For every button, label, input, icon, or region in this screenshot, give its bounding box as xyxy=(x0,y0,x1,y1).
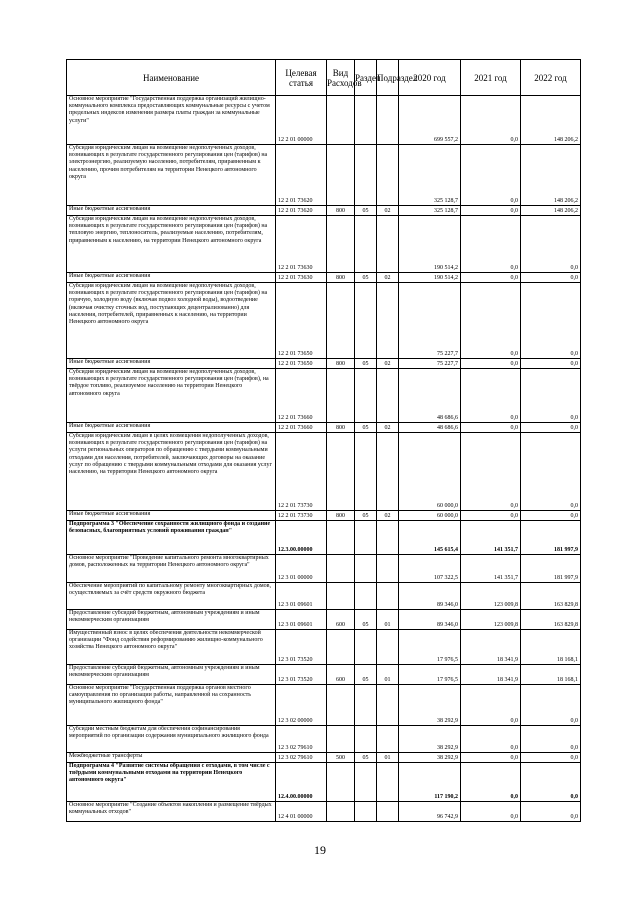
row-value-2021: 0,0 xyxy=(461,283,521,359)
table-row xyxy=(67,610,581,630)
row-value-2020: 145 615,4 xyxy=(399,521,461,555)
row-value-2021: 18 341,9 xyxy=(461,630,521,665)
row-expense-type: 500 xyxy=(327,753,355,763)
row-subsection: 02 xyxy=(377,423,399,433)
row-target-article: 12 2 01 73650 xyxy=(276,359,327,369)
row-value-2021: 0,0 xyxy=(461,145,521,206)
row-value-2021: 18 341,9 xyxy=(461,665,521,685)
header-expense-type: Вид Расходов xyxy=(327,60,355,96)
row-target-article: 12 3 01 00000 xyxy=(276,555,327,583)
row-value-2021: 0,0 xyxy=(461,753,521,763)
row-value-2020: 38 292,9 xyxy=(399,685,461,726)
row-subsection xyxy=(377,145,399,206)
row-value-2021: 0,0 xyxy=(461,216,521,273)
row-target-article: 12 3 02 79610 xyxy=(276,726,327,753)
row-expense-type xyxy=(327,145,355,206)
row-expense-type: 800 xyxy=(327,273,355,283)
row-value-2020: 699 557,2 xyxy=(399,96,461,145)
row-value-2020: 48 686,6 xyxy=(399,369,461,423)
table-row xyxy=(67,359,581,369)
header-section: Раздел xyxy=(355,60,377,96)
row-section: 05 xyxy=(355,273,377,283)
row-name: Иные бюджетные ассигнования xyxy=(67,206,276,216)
header-year-2022: 2022 год xyxy=(521,60,581,96)
row-expense-type xyxy=(327,630,355,665)
row-subsection: 02 xyxy=(377,511,399,521)
row-value-2021: 123 009,8 xyxy=(461,583,521,610)
header-name: Наименование xyxy=(67,60,276,96)
row-subsection xyxy=(377,369,399,423)
row-target-article: 12 3 02 79610 xyxy=(276,753,327,763)
row-subsection: 01 xyxy=(377,753,399,763)
row-subsection: 01 xyxy=(377,665,399,685)
row-value-2022: 0,0 xyxy=(521,511,581,521)
row-name: Обеспечение мероприятий по капитальному ремонту многоквартирных домов, осуществляемых за счёт средств окружного бюджета xyxy=(67,583,276,610)
row-section xyxy=(355,369,377,423)
row-value-2020: 190 514,2 xyxy=(399,273,461,283)
row-section xyxy=(355,433,377,511)
row-value-2020: 96 742,9 xyxy=(399,802,461,822)
row-value-2021: 141 351,7 xyxy=(461,555,521,583)
row-name: Иные бюджетные ассигнования xyxy=(67,273,276,283)
row-value-2020: 38 292,9 xyxy=(399,753,461,763)
row-value-2022: 148 206,2 xyxy=(521,206,581,216)
row-expense-type: 800 xyxy=(327,206,355,216)
row-value-2022: 0,0 xyxy=(521,283,581,359)
row-expense-type xyxy=(327,216,355,273)
row-value-2021: 0,0 xyxy=(461,726,521,753)
row-section: 05 xyxy=(355,753,377,763)
row-subsection xyxy=(377,802,399,822)
row-value-2022: 0,0 xyxy=(521,763,581,802)
row-expense-type xyxy=(327,726,355,753)
table-row xyxy=(67,145,581,206)
table-row xyxy=(67,583,581,610)
row-section xyxy=(355,555,377,583)
row-section xyxy=(355,802,377,822)
header-subsection: Подраздел xyxy=(377,60,399,96)
row-name: Субсидия юридическим лицам на возмещение недополученных доходов, возникающих в результате государственного регулирования цен (тарифов) на горячую, холодную воду (включая подвоз холодной воды), водоотведение (включая очистку сточных вод, поступающих децентрализованно) для населения, потребителей, приравненных к населению, на территории Ненецкого автономного округа xyxy=(67,283,276,359)
row-name: Основное мероприятие "Проведение капитального ремонта многоквартирных домов, расположенных на территории Ненецкого автономного округа" xyxy=(67,555,276,583)
row-section: 05 xyxy=(355,665,377,685)
table-row xyxy=(67,555,581,583)
row-target-article: 12 2 01 73630 xyxy=(276,216,327,273)
row-section: 05 xyxy=(355,206,377,216)
row-target-article: 12 3 01 73520 xyxy=(276,665,327,685)
row-name: Субсидия юридическим лицам на возмещение недополученных доходов, возникающих в результате государственного регулирования цен (тарифов) на тепловую энергию, теплоноситель, реализуемые населению, потребителям, приравненным к населению, на территории Ненецкого автономного округа xyxy=(67,216,276,273)
row-value-2022: 0,0 xyxy=(521,433,581,511)
row-subsection: 02 xyxy=(377,359,399,369)
row-value-2022: 0,0 xyxy=(521,216,581,273)
row-section xyxy=(355,145,377,206)
row-value-2021: 0,0 xyxy=(461,273,521,283)
row-expense-type xyxy=(327,583,355,610)
row-value-2020: 190 514,2 xyxy=(399,216,461,273)
row-name: Субсидия юридическим лицам на возмещение недополученных доходов, возникающих в результате государственного регулирования цен (тарифов) на электроэнергию, реализуемую населению, потребителям, приравненным к населению, прочим потребителям на территории Ненецкого автономного округа xyxy=(67,145,276,206)
row-name: Имущественный взнос в целях обеспечения деятельности некоммерческой организации "Фонд содействия реформированию жилищно-коммунального хозяйства Ненецкого автономного округа" xyxy=(67,630,276,665)
row-name: Предоставление субсидий бюджетным, автономным учреждениям и иным некоммерческим организациям xyxy=(67,665,276,685)
row-expense-type xyxy=(327,555,355,583)
row-expense-type xyxy=(327,763,355,802)
row-value-2020: 17 976,5 xyxy=(399,630,461,665)
row-target-article: 12 2 01 73630 xyxy=(276,273,327,283)
row-expense-type xyxy=(327,685,355,726)
row-subsection xyxy=(377,726,399,753)
row-subsection xyxy=(377,583,399,610)
table-row xyxy=(67,521,581,555)
row-value-2020: 325 128,7 xyxy=(399,206,461,216)
row-name: Межбюджетные трансферты xyxy=(67,753,276,763)
header-target-article: Целевая статья xyxy=(276,60,327,96)
row-name: Иные бюджетные ассигнования xyxy=(67,511,276,521)
table-row xyxy=(67,665,581,685)
row-section: 05 xyxy=(355,511,377,521)
row-subsection: 02 xyxy=(377,206,399,216)
row-expense-type: 600 xyxy=(327,610,355,630)
row-target-article: 12 2 01 73620 xyxy=(276,206,327,216)
table-body xyxy=(67,96,581,822)
row-value-2022: 163 829,8 xyxy=(521,583,581,610)
row-target-article: 12 2 01 00000 xyxy=(276,96,327,145)
row-value-2022: 148 206,2 xyxy=(521,145,581,206)
row-name: Подпрограмма 4 "Развитие системы обращения с отходами, в том числе с твёрдыми коммунальными отходами на территории Ненецкого автономного округа" xyxy=(67,763,276,802)
row-value-2021: 0,0 xyxy=(461,96,521,145)
row-value-2021: 0,0 xyxy=(461,423,521,433)
row-name: Иные бюджетные ассигнования xyxy=(67,423,276,433)
row-value-2020: 89 346,0 xyxy=(399,583,461,610)
row-value-2021: 123 009,8 xyxy=(461,610,521,630)
row-subsection xyxy=(377,630,399,665)
row-name: Основное мероприятие "Государственная поддержка организаций жилищно-коммунального комплекса предоставляющих коммунальные ресурсы с учетом предельных индексов изменения размера платы граждан за коммунальные услуги" xyxy=(67,96,276,145)
row-value-2022: 0,0 xyxy=(521,423,581,433)
row-name: Субсидии местным бюджетам для обеспечения софинансирования мероприятий по организации содержания муниципального жилищного фонда xyxy=(67,726,276,753)
row-expense-type xyxy=(327,369,355,423)
row-section xyxy=(355,216,377,273)
table-row xyxy=(67,630,581,665)
row-value-2022: 163 829,8 xyxy=(521,610,581,630)
table-row xyxy=(67,685,581,726)
row-name: Основное мероприятие "Государственная поддержка органов местного самоуправления по организации работы, направленной на сохранность муниципального жилищного фонда" xyxy=(67,685,276,726)
page-number: 19 xyxy=(314,843,326,857)
row-value-2021: 0,0 xyxy=(461,206,521,216)
row-expense-type xyxy=(327,96,355,145)
table-row xyxy=(67,206,581,216)
row-expense-type xyxy=(327,283,355,359)
row-expense-type: 800 xyxy=(327,359,355,369)
row-subsection xyxy=(377,521,399,555)
row-name: Предоставление субсидий бюджетным, автономным учреждениям и иным некоммерческим организациям xyxy=(67,610,276,630)
row-name: Субсидия юридическим лицам на возмещение недополученных доходов, возникающих в результате государственного регулирования цен (тарифов), на твёрдое топливо, реализуемое населению на территории Ненецкого автономного округа xyxy=(67,369,276,423)
row-value-2020: 60 000,0 xyxy=(399,433,461,511)
row-subsection xyxy=(377,283,399,359)
row-target-article: 12 3 01 73520 xyxy=(276,630,327,665)
row-name: Иные бюджетные ассигнования xyxy=(67,359,276,369)
row-section xyxy=(355,726,377,753)
row-value-2022: 181 997,9 xyxy=(521,521,581,555)
table-row xyxy=(67,423,581,433)
row-section: 05 xyxy=(355,423,377,433)
row-subsection xyxy=(377,763,399,802)
row-target-article: 12 2 01 73660 xyxy=(276,423,327,433)
row-value-2021: 0,0 xyxy=(461,433,521,511)
row-value-2022: 18 168,1 xyxy=(521,630,581,665)
row-expense-type xyxy=(327,521,355,555)
row-section xyxy=(355,521,377,555)
row-section xyxy=(355,763,377,802)
row-value-2020: 60 000,0 xyxy=(399,511,461,521)
row-value-2022: 0,0 xyxy=(521,685,581,726)
row-expense-type: 800 xyxy=(327,423,355,433)
row-value-2022: 0,0 xyxy=(521,753,581,763)
row-value-2021: 0,0 xyxy=(461,685,521,726)
row-target-article: 12 3 01 09601 xyxy=(276,610,327,630)
row-value-2022: 148 206,2 xyxy=(521,96,581,145)
row-subsection xyxy=(377,433,399,511)
row-section xyxy=(355,583,377,610)
table-row xyxy=(67,96,581,145)
row-value-2021: 0,0 xyxy=(461,511,521,521)
row-subsection xyxy=(377,96,399,145)
row-value-2022: 18 168,1 xyxy=(521,665,581,685)
row-value-2020: 117 190,2 xyxy=(399,763,461,802)
row-value-2020: 75 227,7 xyxy=(399,283,461,359)
row-section xyxy=(355,685,377,726)
table-row xyxy=(67,753,581,763)
row-value-2020: 48 686,6 xyxy=(399,423,461,433)
row-value-2022: 0,0 xyxy=(521,369,581,423)
table-row xyxy=(67,433,581,511)
row-section xyxy=(355,283,377,359)
row-value-2020: 107 322,5 xyxy=(399,555,461,583)
row-target-article: 12 2 01 73730 xyxy=(276,433,327,511)
row-value-2022: 0,0 xyxy=(521,359,581,369)
row-value-2020: 17 976,5 xyxy=(399,665,461,685)
row-subsection: 02 xyxy=(377,273,399,283)
row-value-2022: 0,0 xyxy=(521,726,581,753)
row-section: 05 xyxy=(355,359,377,369)
row-target-article: 12.3.00.00000 xyxy=(276,521,327,555)
row-name: Подпрограмма 3 "Обеспечение сохранности жилищного фонда и создание безопасных, благоприятных условий проживания граждан" xyxy=(67,521,276,555)
row-target-article: 12 3 02 00000 xyxy=(276,685,327,726)
table-header-row xyxy=(67,60,581,96)
row-value-2020: 75 227,7 xyxy=(399,359,461,369)
row-target-article: 12 2 01 73660 xyxy=(276,369,327,423)
row-target-article: 12 2 01 73730 xyxy=(276,511,327,521)
table-row xyxy=(67,273,581,283)
row-subsection xyxy=(377,685,399,726)
row-value-2022: 0,0 xyxy=(521,802,581,822)
row-target-article: 12 2 01 73620 xyxy=(276,145,327,206)
header-year-2021: 2021 год xyxy=(461,60,521,96)
row-expense-type xyxy=(327,802,355,822)
row-value-2020: 89 346,0 xyxy=(399,610,461,630)
row-expense-type: 800 xyxy=(327,511,355,521)
row-target-article: 12 3 01 09601 xyxy=(276,583,327,610)
row-section xyxy=(355,96,377,145)
table-row xyxy=(67,369,581,423)
table-row xyxy=(67,763,581,802)
header-year-2020: 2020 год xyxy=(399,60,461,96)
row-value-2021: 0,0 xyxy=(461,802,521,822)
table-row xyxy=(67,283,581,359)
row-target-article: 12 2 01 73650 xyxy=(276,283,327,359)
row-value-2021: 0,0 xyxy=(461,359,521,369)
row-section: 05 xyxy=(355,610,377,630)
row-value-2021: 141 351,7 xyxy=(461,521,521,555)
row-subsection xyxy=(377,555,399,583)
row-value-2021: 0,0 xyxy=(461,763,521,802)
row-name: Субсидия юридическим лицам в целях возмещения недополученных доходов, возникающих в результате государственного регулирования цен (тарифов) на услуги региональных операторов по обращению с твердыми коммунальными отходами для населения, потребителей, заключающих договоры на оказание услуг по обращению с твердыми коммунальными отходами для оказания услуг населению, на территории Ненецкого автономного округа xyxy=(67,433,276,511)
row-expense-type: 600 xyxy=(327,665,355,685)
budget-table xyxy=(66,59,581,822)
row-target-article: 12.4.00.00000 xyxy=(276,763,327,802)
row-value-2020: 325 128,7 xyxy=(399,145,461,206)
row-section xyxy=(355,630,377,665)
row-value-2022: 181 997,9 xyxy=(521,555,581,583)
row-subsection: 01 xyxy=(377,610,399,630)
table-row xyxy=(67,726,581,753)
row-subsection xyxy=(377,216,399,273)
row-value-2021: 0,0 xyxy=(461,369,521,423)
table-row xyxy=(67,216,581,273)
table-row xyxy=(67,511,581,521)
row-target-article: 12 4 01 00000 xyxy=(276,802,327,822)
row-value-2022: 0,0 xyxy=(521,273,581,283)
row-value-2020: 38 292,9 xyxy=(399,726,461,753)
table-row xyxy=(67,802,581,822)
row-expense-type xyxy=(327,433,355,511)
row-name: Основное мероприятие "Создание объектов накопления и размещение твёрдых коммунальных отходов" xyxy=(67,802,276,822)
